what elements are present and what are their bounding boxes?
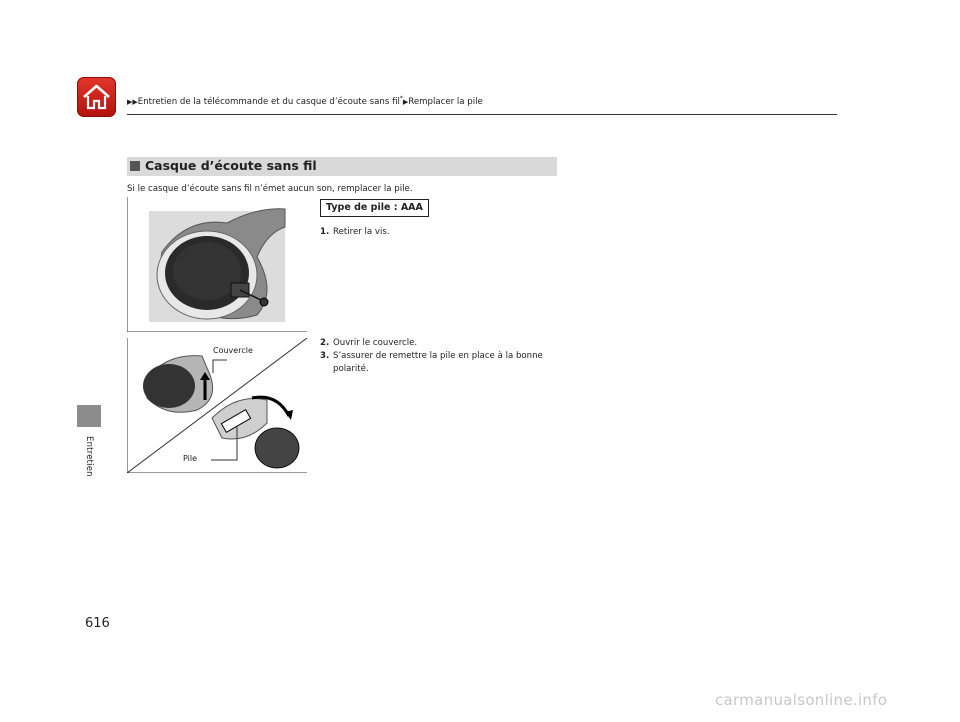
step-2 — [320, 337, 417, 350]
figure-remove-screw — [127, 197, 307, 332]
breadcrumb-asterisk: * — [399, 95, 403, 102]
home-button[interactable] — [77, 77, 116, 117]
chapter-label: Entretien — [84, 436, 94, 477]
step-text: Retirer la vis. — [333, 227, 390, 237]
watermark: carmanualsonline.info — [715, 691, 888, 709]
breadcrumb — [127, 95, 483, 107]
breadcrumb-arrow: ▶▶ — [127, 97, 138, 106]
section-heading — [127, 157, 557, 176]
section-title: Casque d’écoute sans fil — [145, 158, 317, 173]
step-3 — [320, 350, 560, 376]
breadcrumb-current-page: Remplacer la pile — [408, 96, 483, 107]
label-cover: Couvercle — [213, 346, 253, 355]
step-1 — [320, 226, 390, 239]
chapter-tab[interactable] — [77, 405, 101, 427]
step-number: 3. — [320, 351, 330, 361]
step-number: 1. — [320, 227, 330, 237]
label-battery: Pile — [183, 454, 198, 463]
step-text-continued: polarité. — [333, 364, 369, 374]
step-text: S’assurer de remettre la pile en place à la bonne — [333, 351, 543, 361]
step-text: Ouvrir le couvercle. — [333, 338, 418, 348]
header-divider — [127, 114, 837, 115]
step-number: 2. — [320, 338, 330, 348]
breadcrumb-link-remote-headphones[interactable]: Entretien de la télécommande et du casque d’écoute sans fil — [137, 96, 400, 107]
breadcrumb-arrow: ▶ — [402, 97, 409, 106]
home-icon — [82, 83, 111, 111]
battery-type-box: Type de pile : AAA — [320, 199, 429, 217]
figure-open-cover — [127, 338, 307, 473]
page-number: 616 — [85, 616, 110, 631]
section-intro: Si le casque d’écoute sans fil n’émet aucun son, remplacer la pile. — [127, 184, 413, 194]
section-bullet — [130, 161, 140, 171]
